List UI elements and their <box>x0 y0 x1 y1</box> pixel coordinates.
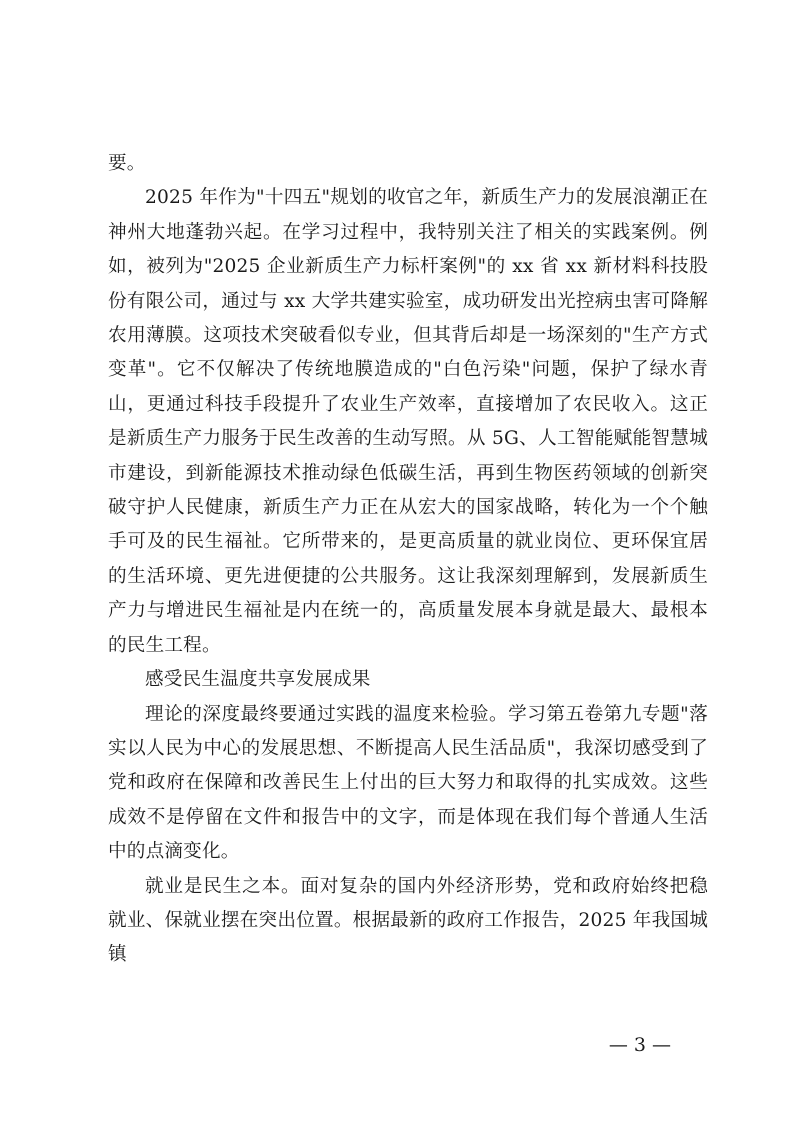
paragraph-people-centered: 理论的深度最终要通过实践的温度来检验。学习第五卷第九专题"落实以人民为中心的发展思想、不断提高人民生活品质"，我深切感受到了党和政府在保障和改善民生上付出的巨大努力和取得的扎实成效。这些成效不是停留在文件和报告中的文字，而是体现在我们每个普通人生活中的点滴变化。 <box>108 703 708 863</box>
page-number: — 3 — <box>608 1034 671 1056</box>
section-heading: 感受民生温度共享发展成果 <box>145 669 371 691</box>
paragraph-new-productivity: 2025 年作为"十四五"规划的收官之年，新质生产力的发展浪潮正在神州大地蓬勃兴起。在学习过程中，我特别关注了相关的实践案例。例如，被列为"2025 企业新质生产力标杆案例"的 xx 省 xx 新材料科技股份有限公司，通过与 xx 大学共建实验室，成功研发出光控病虫害可降解农用薄膜。这项技术突破看似专业，但其背后却是一场深刻的"生产方式变革"。它不仅解决了传统地膜造成的"白色污染"问题，保护了绿水青山，更通过科技手段提升了农业生产效率，直接增加了农民收入。这正是新质生产力服务于民生改善的生动写照。从 5G、人工智能赋能智慧城市建设，到新能源技术推动绿色低碳生活，再到生物医药领域的创新突破守护人民健康，新质生产力正在从宏大的国家战略，转化为一个个触手可及的民生福祉。它所带来的，是更高质量的就业岗位、更环保宜居的生活环境、更先进便捷的公共服务。这让我深刻理解到，发展新质生产力与增进民生福祉是内在统一的，高质量发展本身就是最大、最根本的民生工程。 <box>108 187 708 656</box>
paragraph-continuation: 要。 <box>108 153 146 174</box>
paragraph-employment: 就业是民生之本。面对复杂的国内外经济形势，党和政府始终把稳就业、保就业摆在突出位置。根据最新的政府工作报告，2025 年我国城镇 <box>108 875 709 966</box>
body-text <box>108 147 708 973</box>
